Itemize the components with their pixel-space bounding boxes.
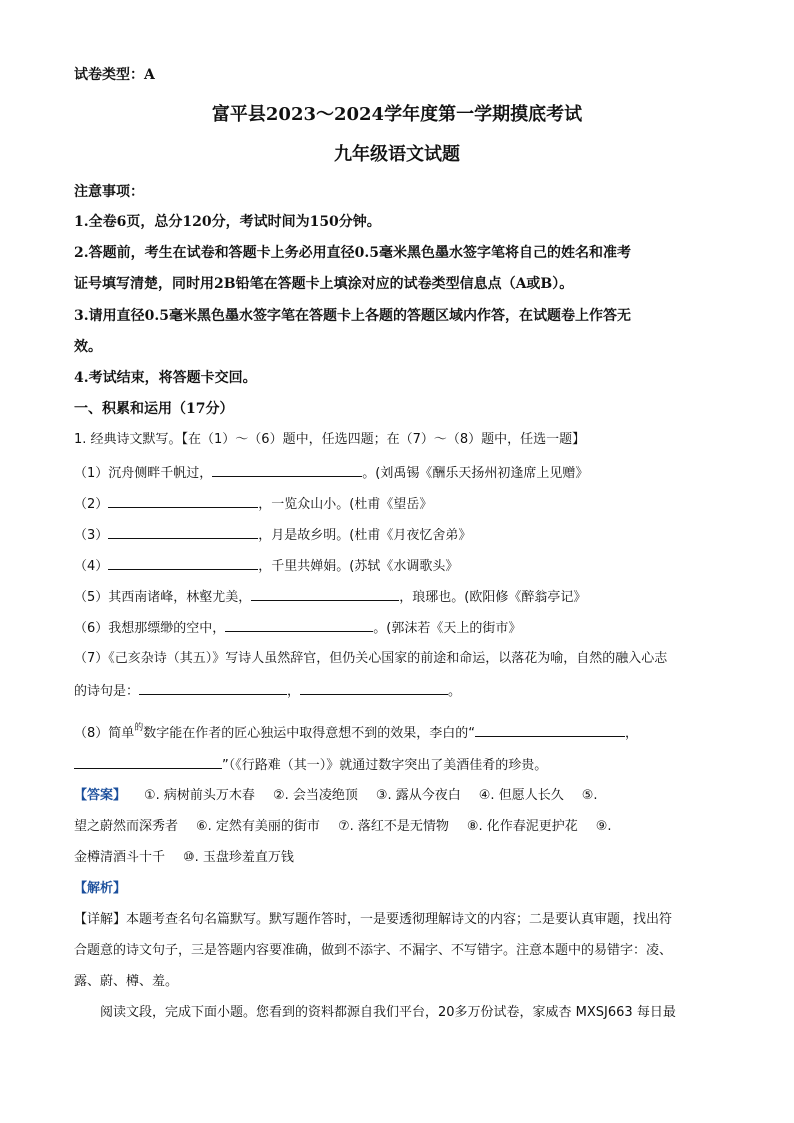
q1-item-6 bbox=[74, 618, 521, 638]
answer-line-3 bbox=[74, 849, 312, 867]
notice-item-1: 1.全卷6页，总分120分，考试时间为150分钟。 bbox=[74, 214, 381, 230]
answer-blank bbox=[300, 681, 448, 695]
notice-item-3b: 效。 bbox=[74, 339, 102, 355]
answer-blank bbox=[74, 755, 222, 769]
answer-9-mark: ⑨. bbox=[595, 819, 612, 834]
punctuation: ， bbox=[287, 684, 301, 699]
paper-type: 试卷类型：A bbox=[74, 67, 155, 83]
punctuation: 。 bbox=[448, 684, 462, 699]
answer-blank bbox=[108, 494, 258, 508]
answer-3: ③. 露从今夜白 bbox=[375, 788, 461, 803]
answer-8: ⑧. 化作春泥更护花 bbox=[466, 819, 578, 834]
answer-blank bbox=[475, 723, 625, 737]
answer-9: 金樽清酒斗十千 bbox=[74, 850, 166, 865]
q1-item-6-source: 。(郭沫若《天上的街市》 bbox=[373, 621, 522, 636]
q1-item-8-source: ”（《行路难（其一）》就通过数字突出了美酒佳肴的珍贵。 bbox=[222, 758, 548, 773]
answer-5: 望之蔚然而深秀者 bbox=[74, 819, 179, 834]
analysis-detail-c: 露、蔚、樽、羞。 bbox=[74, 974, 179, 989]
q1-item-6-text: （6）我想那缥缈的空中， bbox=[74, 621, 226, 636]
notice-item-4: 4.考试结束，将答题卡交回。 bbox=[74, 370, 257, 386]
answer-blank bbox=[251, 587, 399, 601]
answer-1: ①. 病树前头万木春 bbox=[144, 788, 255, 803]
exam-title: 富平县2023～2024学年度第一学期摸底考试 bbox=[211, 104, 583, 125]
answer-line-1 bbox=[74, 787, 598, 805]
q1-item-4-source: ，千里共婵娟。(苏轼《水调歌头》 bbox=[258, 559, 459, 574]
notice-item-3a: 3.请用直径0.5毫米黑色墨水签字笔在答题卡上各题的答题区域内作答，在试题卷上作答无 bbox=[74, 308, 631, 324]
q1-item-8-text: （8）简单 bbox=[74, 726, 135, 741]
q1-item-3 bbox=[74, 525, 471, 545]
notice-item-2b: 证号填写清楚，同时用2B铅笔在答题卡上填涂对应的试卷类型信息点（A或B）。 bbox=[74, 276, 574, 292]
notice-item-2a: 2.答题前，考生在试卷和答题卡上务必用直径0.5毫米黑色墨水签字笔将自己的姓名和准考 bbox=[74, 245, 631, 261]
answer-blank bbox=[108, 525, 258, 539]
analysis-detail-a: 【详解】本题考查名句名篇默写。默写题作答时，一是要透彻理解诗文的内容；二是要认真审题，找出符 bbox=[74, 912, 673, 927]
answer-blank bbox=[108, 556, 258, 570]
q1-item-5-source: ，琅琊也。(欧阳修《醉翁亭记》 bbox=[399, 590, 587, 605]
q1-item-8-mid: 数字能在作者的匠心独运中取得意想不到的效果，李白的“ bbox=[143, 726, 476, 741]
answer-7: ⑦. 落红不是无情物 bbox=[337, 819, 449, 834]
notice-heading: 注意事项： bbox=[74, 184, 144, 200]
answer-5-mark: ⑤. bbox=[581, 788, 598, 803]
exam-subtitle: 九年级语文试题 bbox=[334, 144, 460, 165]
q1-item-8b bbox=[74, 755, 547, 775]
q1-item-4-text: （4） bbox=[74, 559, 109, 574]
q1-item-2-source: ，一览众山小。(杜甫《望岳》 bbox=[258, 497, 433, 512]
q1-item-3-text: （3） bbox=[74, 528, 109, 543]
answer-blank bbox=[139, 681, 287, 695]
q1-item-1-source: 。(刘禹锡《酬乐天扬州初逢席上见赠》 bbox=[362, 466, 589, 481]
answer-4: ④. 但愿人长久 bbox=[478, 788, 564, 803]
q1-item-1 bbox=[74, 463, 588, 483]
answer-6: ⑥. 定然有美丽的街市 bbox=[196, 819, 320, 834]
reading-intro: 阅读文段，完成下面小题。您看到的资料都源自我们平台，20多万份试卷，家威杏 MXSJ663 每日最 bbox=[100, 1005, 676, 1020]
section-heading: 一、积累和运用（17分） bbox=[74, 401, 234, 417]
q1-item-3-source: ，月是故乡明。(杜甫《月夜忆舍弟》 bbox=[258, 528, 472, 543]
superscript-char: 的 bbox=[134, 723, 144, 733]
answer-10: ⑩. 玉盘珍羞直万钱 bbox=[183, 850, 294, 865]
punctuation: ， bbox=[625, 726, 639, 741]
q1-item-5 bbox=[74, 587, 586, 607]
q1-item-1-text: （1）沉舟侧畔千帆过， bbox=[74, 466, 213, 481]
analysis-label: 【解析】 bbox=[74, 881, 127, 896]
answer-blank bbox=[225, 618, 373, 632]
question-1-prompt: 1. 经典诗文默写。【在（1）～（6）题中，任选四题；在（7）～（8）题中，任选一题】 bbox=[74, 432, 586, 447]
answer-blank bbox=[212, 463, 362, 477]
answer-label: 【答案】 bbox=[74, 788, 127, 803]
q1-item-7a: （7）《己亥杂诗（其五）》写诗人虽然辞官，但仍关心国家的前途和命运，以落花为喻，自然的融入心志 bbox=[74, 651, 668, 666]
q1-item-7b bbox=[74, 681, 461, 701]
q1-item-8a bbox=[74, 723, 638, 744]
answer-2: ②. 会当凌绝顶 bbox=[272, 788, 358, 803]
q1-item-2 bbox=[74, 494, 432, 514]
analysis-detail-b: 合题意的诗文句子，三是答题内容要准确，做到不添字、不漏字、不写错字。注意本题中的易错字：凌、 bbox=[74, 943, 673, 958]
answer-line-2 bbox=[74, 818, 612, 836]
q1-item-4 bbox=[74, 556, 458, 576]
q1-item-7-lead: 的诗句是： bbox=[74, 684, 140, 699]
q1-item-5-text: （5）其西南诸峰，林壑尤美， bbox=[74, 590, 252, 605]
q1-item-2-text: （2） bbox=[74, 497, 109, 512]
